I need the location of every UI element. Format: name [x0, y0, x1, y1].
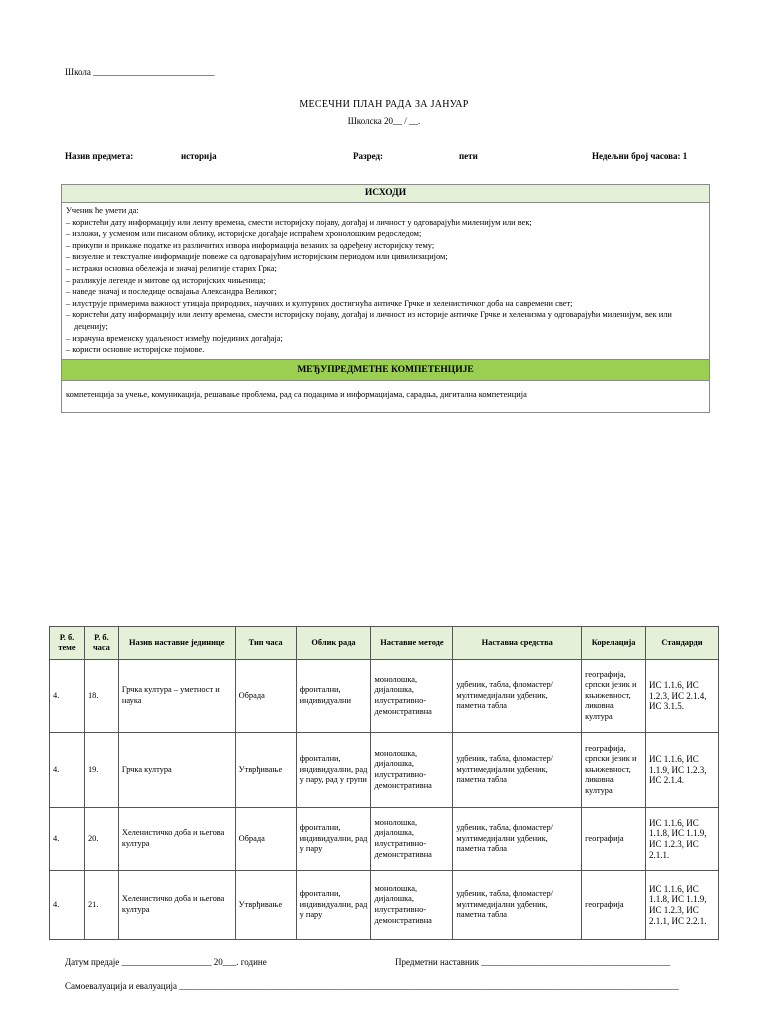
outcome-item: – користећи дату информацију или ленту времена, смести историјску појаву, догађај и личност у одговарајући миленијум или век;	[66, 217, 532, 227]
lesson-plan-table	[49, 626, 719, 940]
unit-name: Хеленистичко доба и његова култура	[118, 808, 235, 871]
work-form: фронтални, индивидуални, рад у пару	[296, 808, 371, 871]
teaching-tools: удбеник, табла, фломастер/мултимедијални удбеник, паметна табла	[453, 733, 582, 808]
grade-value: пети	[459, 151, 478, 161]
school-line: Школа ___________________________	[65, 67, 215, 77]
outcome-item: – прикупи и прикаже податке из различитих извора информација везаних за одређену историјску тему;	[66, 240, 435, 250]
unit-name: Хеленистичко доба и његова култура	[118, 871, 235, 940]
col-header: Наставне методе	[371, 627, 453, 660]
outcomes-intro: Ученик ће умети да:	[66, 206, 139, 215]
evaluation-line: Самоевалуација и евалуација _______________________________________________________________________________________________________________	[65, 981, 679, 991]
standards: ИС 1.1.6, ИС 1.1.8, ИС 1.1.9, ИС 1.2.3, ИС 2.1.1, ИС 2.2.1.	[646, 871, 719, 940]
outcome-item: – визуелне и текстуалне информације повеже са одговарајућим историјским периодом или цивилизацијом;	[66, 252, 448, 262]
outcomes-header: ИСХОДИ	[62, 185, 709, 203]
outcome-item: – користећи дату информацију или ленту времена, смести историјску појаву, догађај и личност из историје античке Грчке и хеленизма у одговарајући миленијум, век или деценију;	[66, 310, 672, 331]
teacher-line: Предметни наставник __________________________________________	[395, 957, 671, 967]
teaching-methods: монолошка, дијалошка, илустративно-демонстративна	[371, 733, 453, 808]
teaching-tools: удбеник, табла, фломастер/мултимедијални удбеник, паметна табла	[453, 871, 582, 940]
competencies-text: компетенција за учење, комуникација, решавање проблема, рад са подацима и информацијама, сарадња, дигитална компетенција	[66, 390, 527, 399]
correlation: географија	[582, 808, 646, 871]
col-header: Р. б. часа	[84, 627, 118, 660]
work-form: фронтални, индивидуални	[296, 660, 371, 733]
col-header: Стандарди	[646, 627, 719, 660]
lesson-type: Утврђивање	[235, 871, 296, 940]
teaching-methods: монолошка, дијалошка, илустративно-демонстративна	[371, 808, 453, 871]
work-form: фронтални, индивидуални, рад у пару	[296, 871, 371, 940]
outcomes-box	[61, 184, 710, 413]
lesson-type: Обрада	[235, 808, 296, 871]
work-form: фронтални, индивидуални, рад у пару, рад у групи	[296, 733, 371, 808]
table-row	[50, 733, 719, 808]
outcome-item: – илуструје примерима важност утицаја природних, научних и културних достигнућа античке Грчке и хеленистичког доба на савремени свет;	[66, 298, 573, 308]
teaching-tools: удбеник, табла, фломастер/мултимедијални удбеник, паметна табла	[453, 808, 582, 871]
competencies-header: МЕЂУПРЕДМЕТНЕ КОМПЕТЕНЦИЈЕ	[62, 359, 709, 381]
delivery-date-line: Датум предаје ____________________ 20___. године	[65, 957, 267, 967]
grade-label: Разред:	[353, 151, 384, 161]
outcome-item: – израчуна временску удаљеност између појединих догађаја;	[66, 333, 283, 343]
outcome-item: – разликује легенде и митове од историјских чињеница;	[66, 275, 266, 285]
table-row	[50, 871, 719, 940]
outcome-item: – наведе значај и последице освајања Александра Великог;	[66, 287, 277, 297]
table-row	[50, 660, 719, 733]
document-title: МЕСЕЧНИ ПЛАН РАДА ЗА ЈАНУАР	[299, 99, 469, 110]
table-header-row	[50, 627, 719, 660]
unit-name: Грчка култура – уметност и наука	[118, 660, 235, 733]
subject-label: Назив предмета:	[65, 151, 134, 161]
correlation: географија, српски језик и књижевност, ликовна култура	[582, 660, 646, 733]
correlation: географија, српски језик и књижевност, ликовна култура	[582, 733, 646, 808]
topic-number: 4.	[50, 871, 85, 940]
col-header: Р. б. теме	[50, 627, 85, 660]
lesson-number: 21.	[84, 871, 118, 940]
lesson-number: 19.	[84, 733, 118, 808]
topic-number: 4.	[50, 660, 85, 733]
topic-number: 4.	[50, 733, 85, 808]
lesson-number: 20.	[84, 808, 118, 871]
lesson-type: Утврђивање	[235, 733, 296, 808]
teaching-methods: монолошка, дијалошка, илустративно-демонстративна	[371, 660, 453, 733]
table-row	[50, 808, 719, 871]
col-header: Назив наставне јединице	[118, 627, 235, 660]
correlation: географија	[582, 871, 646, 940]
col-header: Корелација	[582, 627, 646, 660]
subject-value: историја	[181, 151, 217, 161]
standards: ИС 1.1.6, ИС 1.1.8, ИС 1.1.9, ИС 1.2.3, ИС 2.1.1.	[646, 808, 719, 871]
lesson-type: Обрада	[235, 660, 296, 733]
col-header: Тип часа	[235, 627, 296, 660]
lesson-number: 18.	[84, 660, 118, 733]
weekly-hours: Недељни број часова: 1	[592, 151, 688, 161]
teaching-methods: монолошка, дијалошка, илустративно-демонстративна	[371, 871, 453, 940]
unit-name: Грчка култура	[118, 733, 235, 808]
outcome-item: – истражи основна обележја и значај религије старих Грка;	[66, 263, 277, 273]
outcome-item: – изложи, у усменом или писаном облику, историјске догађаје испраћем хронолошким редоследом;	[66, 229, 422, 239]
school-year: Школска 20__ / __.	[347, 116, 421, 126]
standards: ИС 1.1.6, ИС 1.1.9, ИС 1.2.3, ИС 2.1.4.	[646, 733, 719, 808]
outcome-item: – користи основне историјске појмове.	[66, 345, 205, 355]
col-header: Облик рада	[296, 627, 371, 660]
standards: ИС 1.1.6, ИС 1.2.3, ИС 2.1.4, ИС 3.1.5.	[646, 660, 719, 733]
col-header: Наставна средства	[453, 627, 582, 660]
topic-number: 4.	[50, 808, 85, 871]
outcomes-list	[62, 203, 709, 359]
teaching-tools: удбеник, табла, фломастер/мултимедијални удбеник, паметна табла	[453, 660, 582, 733]
